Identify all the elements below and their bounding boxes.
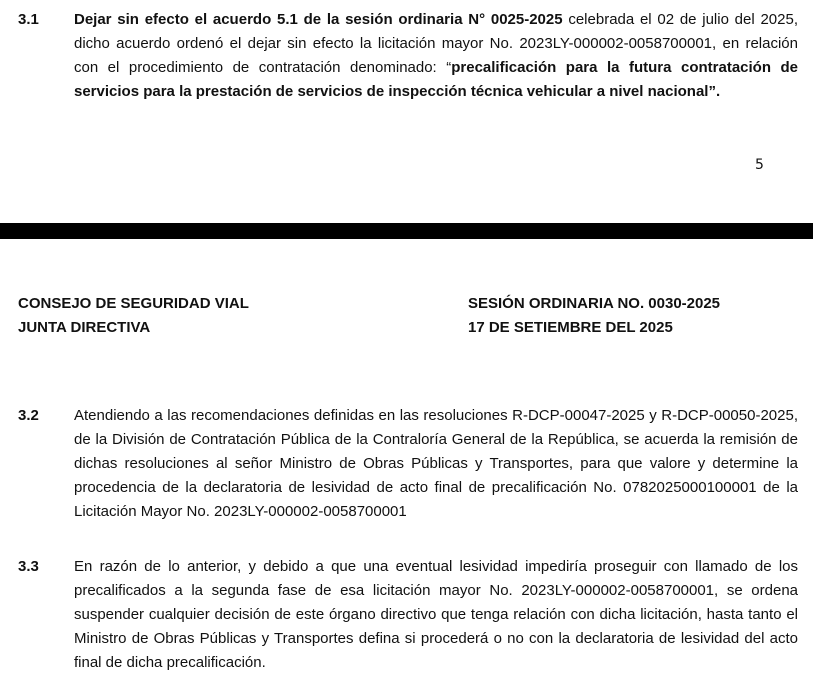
agreement-item-3-3 bbox=[18, 555, 798, 675]
agreement-item-3-1 bbox=[18, 8, 798, 104]
item-number: 3.1 bbox=[18, 11, 39, 28]
item-text: Atendiendo a las recomendaciones definidas en las resoluciones R-DCP-00047-2025 y R-DCP-00050-2025, de la División de Contratación Pública de la Contraloría General de la República, se acuerda la remisión de dichas resoluciones al señor Ministro de Obras Públicas y Transportes, para que valore y determine la procedencia de la declaratoria de lesividad de acto final de precalificación No. 0782025000100001 de la Licitación Mayor No. 2023LY-000002-0058700001 bbox=[74, 407, 798, 520]
org-header bbox=[18, 292, 249, 340]
org-name: CONSEJO DE SEGURIDAD VIAL bbox=[18, 295, 249, 312]
item-text: En razón de lo anterior, y debido a que una eventual lesividad impediría proseguir con llamado de los precalificados a la segunda fase de esa licitación mayor No. 2023LY-000002-0058700001, se ordena suspender cualquier decisión de este órgano directivo que tenga relación con dicha licitación, hasta tanto el Ministro de Obras Públicas y Transportes defina si procederá o no con la declaratoria de lesividad del acto final de dicha precalificación. bbox=[74, 558, 798, 671]
item-number: 3.2 bbox=[18, 407, 39, 424]
item-text bbox=[74, 8, 798, 104]
session-title: SESIÓN ORDINARIA NO. 0030-2025 bbox=[468, 295, 721, 312]
session-date: 17 DE SETIEMBRE DEL 2025 bbox=[468, 319, 673, 336]
session-header bbox=[468, 292, 720, 340]
agreement-item-3-2 bbox=[18, 404, 798, 524]
org-board: JUNTA DIRECTIVA bbox=[18, 319, 151, 336]
page-number: 5 bbox=[755, 157, 764, 173]
item-bold-title: precalificación para la futura contratación de servicios para la prestación de servicios de inspección técnica vehicular a nivel nacional”. bbox=[74, 59, 799, 100]
item-text-body: celebrada el 02 de julio del 2025, dicho acuerdo ordenó el dejar sin efecto la licitación mayor No. 2023LY-000002-0058700001, en relación con el procedimiento de contratación denominado: “ bbox=[74, 11, 798, 76]
page-divider bbox=[0, 223, 813, 239]
item-bold-intro: Dejar sin efecto el acuerdo 5.1 de la sesión ordinaria N° 0025-2025 bbox=[74, 11, 563, 28]
item-number: 3.3 bbox=[18, 558, 39, 575]
